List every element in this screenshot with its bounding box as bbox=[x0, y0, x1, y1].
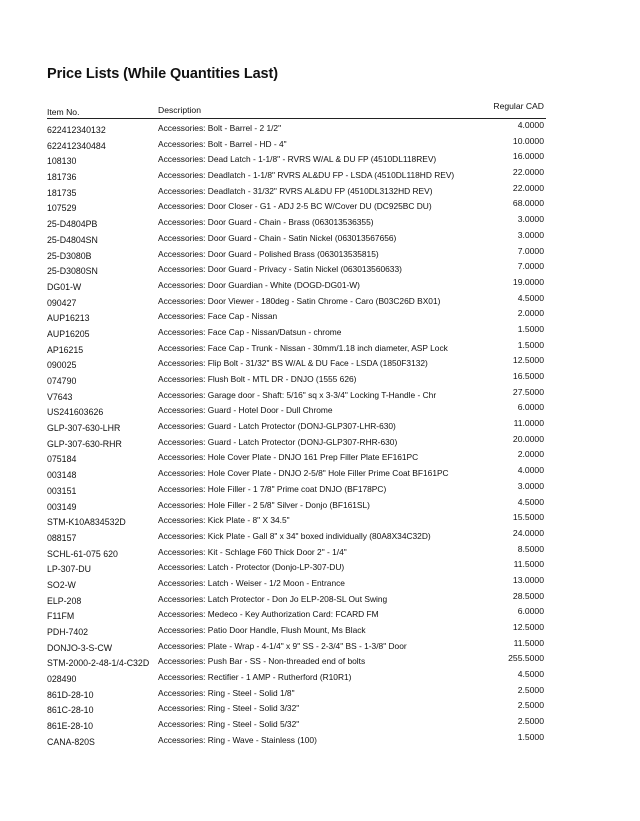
item-price: 4.0000 bbox=[517, 120, 544, 130]
item-price: 4.5000 bbox=[517, 292, 544, 303]
item-price: 7.0000 bbox=[517, 245, 544, 256]
item-number: F11FM bbox=[47, 611, 75, 622]
item-description: Accessories: Face Cap - Trunk - Nissan - 30mm/1.18 inch diameter, ASP Lock bbox=[158, 342, 448, 353]
item-number: 25-D3080SN bbox=[47, 266, 98, 277]
item-price: 7.0000 bbox=[517, 261, 544, 272]
item-price: 4.0000 bbox=[517, 465, 544, 476]
item-price: 4.5000 bbox=[517, 496, 544, 507]
table-row bbox=[0, 733, 640, 749]
header-divider bbox=[47, 118, 546, 119]
item-price: 2.5000 bbox=[517, 684, 544, 695]
item-number: ELP-208 bbox=[47, 595, 82, 606]
item-description: Accessories: Flush Bolt - MTL DR - DNJO (1555 626) bbox=[158, 374, 357, 384]
item-price: 16.5000 bbox=[512, 371, 544, 381]
table-row bbox=[0, 498, 640, 514]
table-row bbox=[0, 717, 640, 733]
item-number: 861C-28-10 bbox=[47, 705, 94, 716]
item-price: 2.5000 bbox=[517, 716, 544, 727]
table-row bbox=[0, 435, 640, 451]
item-description: Accessories: Guard - Latch Protector (DONJ-GLP307-LHR-630) bbox=[158, 421, 396, 432]
table-row bbox=[0, 419, 640, 435]
item-number: PDH-7402 bbox=[47, 627, 89, 637]
item-description: Accessories: Latch - Weiser - 1/2 Moon - Entrance bbox=[158, 577, 345, 588]
item-price: 19.0000 bbox=[512, 276, 544, 287]
item-price: 1.5000 bbox=[517, 323, 544, 334]
item-number: 25-D3080B bbox=[47, 250, 92, 261]
item-description: Accessories: Bolt - Barrel - 2 1/2" bbox=[158, 123, 282, 133]
table-row bbox=[0, 576, 640, 592]
item-description: Accessories: Door Guard - Chain - Satin Nickel (063013567656) bbox=[158, 232, 397, 243]
item-number: 088157 bbox=[47, 532, 77, 543]
item-price: 16.0000 bbox=[512, 151, 544, 162]
table-row bbox=[0, 701, 640, 717]
item-description: Accessories: Deadlatch - 1-1/8" RVRS AL&DU FP - LSDA (4510DL118HD REV) bbox=[158, 170, 455, 181]
item-description: Accessories: Kick Plate - Gall 8" x 34" boxed individually (80A8X34C32D) bbox=[158, 530, 431, 541]
item-number: 003149 bbox=[47, 501, 77, 512]
item-description: Accessories: Door Guardian - White (DOGD-DG01-W) bbox=[158, 279, 360, 290]
item-description: Accessories: Ring - Wave - Stainless (100) bbox=[158, 734, 317, 745]
item-number: 003151 bbox=[47, 485, 77, 496]
item-price: 15.5000 bbox=[512, 512, 544, 523]
item-number: 622412340132 bbox=[47, 125, 106, 135]
item-description: Accessories: Hole Filler - 1 7/8" Prime coat DNJO (BF178PC) bbox=[158, 483, 387, 494]
item-number: V7643 bbox=[47, 391, 73, 402]
item-number: 861E-28-10 bbox=[47, 721, 93, 732]
item-number: DONJO-3-S-CW bbox=[47, 642, 112, 653]
item-description: Accessories: Door Guard - Chain - Brass (063013536355) bbox=[158, 217, 374, 228]
item-price: 8.5000 bbox=[517, 543, 544, 554]
table-row bbox=[0, 341, 640, 357]
item-price: 1.5000 bbox=[517, 339, 544, 350]
item-number: STM-2000-2-48-1/4-C32D bbox=[47, 658, 150, 669]
item-description: Accessories: Face Cap - Nissan bbox=[158, 311, 278, 322]
item-description: Accessories: Push Bar - SS - Non-threaded end of bolts bbox=[158, 656, 366, 667]
item-number: 861D-28-10 bbox=[47, 689, 94, 700]
item-price: 20.0000 bbox=[512, 433, 544, 444]
page-title: Price Lists (While Quantities Last) bbox=[47, 66, 278, 82]
item-price: 4.5000 bbox=[517, 669, 544, 680]
item-price: 27.5000 bbox=[512, 386, 544, 397]
item-description: Accessories: Hole Cover Plate - DNJO 2-5/8" Hole Filler Prime Coat BF161PC bbox=[158, 468, 449, 479]
column-header-description: Description bbox=[158, 105, 201, 115]
item-description: Accessories: Face Cap - Nissan/Datsun - chrome bbox=[158, 326, 342, 337]
item-description: Accessories: Door Closer - G1 - ADJ 2-5 BC W/Cover DU (DC925BC DU) bbox=[158, 201, 432, 212]
table-row bbox=[0, 607, 640, 623]
table-row bbox=[0, 403, 640, 419]
item-price: 6.0000 bbox=[517, 606, 544, 617]
item-number: 108130 bbox=[47, 156, 77, 167]
item-description: Accessories: Door Guard - Privacy - Satin Nickel (063013560633) bbox=[158, 264, 402, 275]
item-description: Accessories: Door Viewer - 180deg - Satin Chrome - Caro (B03C26D BX01) bbox=[158, 295, 441, 306]
table-row bbox=[0, 686, 640, 702]
item-number: GLP-307-630-LHR bbox=[47, 423, 121, 434]
item-price: 10.0000 bbox=[512, 135, 544, 146]
table-row bbox=[0, 278, 640, 294]
item-description: Accessories: Guard - Latch Protector (DONJ-GLP307-RHR-630) bbox=[158, 436, 398, 447]
item-price: 1.5000 bbox=[517, 731, 544, 742]
item-price: 2.5000 bbox=[517, 700, 544, 711]
item-description: Accessories: Latch Protector - Don Jo ELP-208-SL Out Swing bbox=[158, 593, 388, 604]
table-row bbox=[0, 325, 640, 341]
table-row bbox=[0, 152, 640, 168]
table-row bbox=[0, 466, 640, 482]
table-row bbox=[0, 215, 640, 231]
item-description: Accessories: Latch - Protector (Donjo-LP-307-DU) bbox=[158, 562, 345, 573]
table-row bbox=[0, 450, 640, 466]
item-description: Accessories: Bolt - Barrel - HD - 4" bbox=[158, 138, 287, 149]
table-row bbox=[0, 639, 640, 655]
item-number: 181735 bbox=[47, 187, 77, 198]
table-row bbox=[0, 309, 640, 325]
table-row bbox=[0, 670, 640, 686]
table-row bbox=[0, 121, 640, 137]
item-number: 181736 bbox=[47, 172, 77, 183]
item-price: 11.5000 bbox=[513, 559, 544, 570]
table-row bbox=[0, 592, 640, 608]
item-price: 22.0000 bbox=[512, 167, 544, 178]
item-price: 12.5000 bbox=[512, 355, 544, 366]
table-row bbox=[0, 654, 640, 670]
table-row bbox=[0, 560, 640, 576]
item-description: Accessories: Garage door - Shaft: 5/16" sq x 3-3/4" Locking T-Handle - Chr bbox=[158, 389, 437, 400]
item-number: AP16215 bbox=[47, 344, 84, 355]
item-description: Accessories: Medeco - Key Authorization Card: FCARD FM bbox=[158, 609, 379, 620]
table-row bbox=[0, 529, 640, 545]
item-price: 3.0000 bbox=[517, 229, 544, 240]
item-description: Accessories: Kit - Schlage F60 Thick Door 2" - 1/4" bbox=[158, 546, 347, 557]
item-number: 622412340484 bbox=[47, 140, 106, 151]
table-row bbox=[0, 388, 640, 404]
price-table-body bbox=[0, 121, 640, 749]
item-number: GLP-307-630-RHR bbox=[47, 438, 122, 449]
table-row bbox=[0, 137, 640, 153]
item-description: Accessories: Ring - Steel - Solid 5/32" bbox=[158, 719, 300, 730]
item-number: 090025 bbox=[47, 360, 77, 371]
table-row bbox=[0, 168, 640, 184]
item-description: Accessories: Guard - Hotel Door - Dull Chrome bbox=[158, 405, 333, 416]
item-price: 24.0000 bbox=[512, 527, 544, 538]
item-description: Accessories: Ring - Steel - Solid 3/32" bbox=[158, 703, 300, 714]
item-price: 22.0000 bbox=[512, 182, 544, 193]
item-number: 028490 bbox=[47, 674, 77, 685]
item-number: AUP16213 bbox=[47, 313, 90, 324]
item-description: Accessories: Ring - Steel - Solid 1/8" bbox=[158, 687, 295, 698]
item-price: 12.5000 bbox=[512, 622, 544, 632]
item-description: Accessories: Dead Latch - 1-1/8" - RVRS W/AL & DU FP (4510DL118REV) bbox=[158, 154, 437, 165]
table-row bbox=[0, 184, 640, 200]
item-description: Accessories: Rectifier - 1 AMP - Rutherford (R10R1) bbox=[158, 672, 352, 683]
item-number: SO2-W bbox=[47, 579, 76, 590]
table-row bbox=[0, 372, 640, 388]
item-price: 6.0000 bbox=[517, 402, 544, 413]
item-number: 25-D4804PB bbox=[47, 219, 98, 230]
column-header-item-no: Item No. bbox=[47, 107, 80, 117]
table-row bbox=[0, 513, 640, 529]
table-row bbox=[0, 482, 640, 498]
table-row bbox=[0, 545, 640, 561]
item-price: 3.0000 bbox=[517, 480, 544, 491]
item-price: 2.0000 bbox=[517, 449, 544, 460]
table-row bbox=[0, 623, 640, 639]
item-description: Accessories: Door Guard - Polished Brass (063013535815) bbox=[158, 248, 379, 259]
item-number: AUP16205 bbox=[47, 328, 90, 339]
item-number: LP-307-DU bbox=[47, 564, 92, 575]
item-description: Accessories: Deadlatch - 31/32" RVRS AL&DU FP (4510DL3132HD REV) bbox=[158, 185, 433, 196]
item-number: 090427 bbox=[47, 297, 77, 308]
item-description: Accessories: Patio Door Handle, Flush Mount, Ms Black bbox=[158, 625, 366, 635]
item-price: 28.5000 bbox=[512, 590, 544, 601]
item-description: Accessories: Hole Cover Plate - DNJO 161 Prep Filler Plate EF161PC bbox=[158, 452, 419, 463]
table-row bbox=[0, 199, 640, 215]
table-row bbox=[0, 294, 640, 310]
table-row bbox=[0, 356, 640, 372]
item-description: Accessories: Plate - Wrap - 4-1/4" x 9" SS - 2-3/4" BS - 1-3/8" Door bbox=[158, 640, 407, 651]
item-description: Accessories: Hole Filler - 2 5/8" Silver - Donjo (BF161SL) bbox=[158, 499, 370, 510]
column-header-regular-cad: Regular CAD bbox=[493, 101, 544, 111]
item-number: US241603626 bbox=[47, 407, 104, 418]
table-row bbox=[0, 262, 640, 278]
item-number: 075184 bbox=[47, 454, 77, 465]
table-row bbox=[0, 231, 640, 247]
item-price: 255.5000 bbox=[508, 653, 544, 664]
item-number: SCHL-61-075 620 bbox=[47, 548, 118, 559]
item-number: 003148 bbox=[47, 470, 77, 481]
item-price: 13.0000 bbox=[512, 574, 544, 585]
item-number: DG01-W bbox=[47, 281, 82, 292]
item-description: Accessories: Flip Bolt - 31/32" BS W/AL & DU Face - LSDA (1850F3132) bbox=[158, 358, 428, 369]
item-price: 11.0000 bbox=[513, 418, 544, 429]
item-number: 25-D4804SN bbox=[47, 234, 98, 245]
table-row bbox=[0, 247, 640, 263]
item-price: 11.5000 bbox=[513, 637, 544, 648]
item-number: CANA-820S bbox=[47, 736, 95, 747]
item-number: 107529 bbox=[47, 203, 77, 214]
item-number: STM-K10A834532D bbox=[47, 517, 126, 528]
item-price: 2.0000 bbox=[517, 308, 544, 319]
item-price: 3.0000 bbox=[517, 214, 544, 225]
item-description: Accessories: Kick Plate - 8" X 34.5" bbox=[158, 515, 290, 526]
item-price: 68.0000 bbox=[512, 198, 544, 209]
item-number: 074790 bbox=[47, 376, 77, 386]
